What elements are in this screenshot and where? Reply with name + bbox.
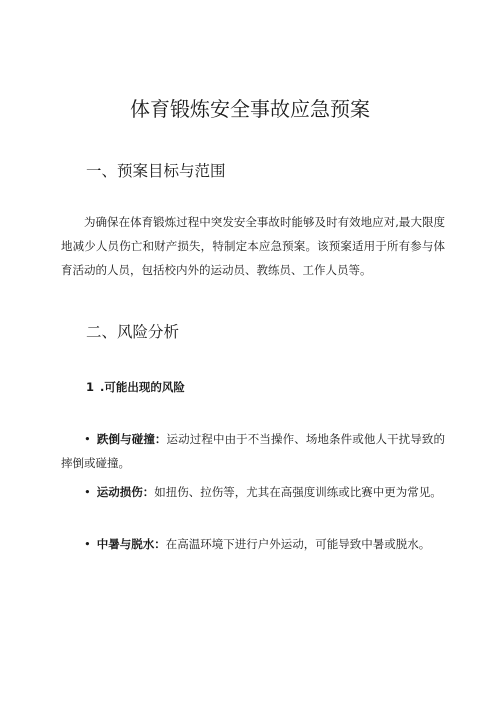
bullet-marker: • [84, 432, 91, 446]
list-item-text: 在高温环境下进行户外运动，可能导致中暑或脱水。 [165, 537, 431, 551]
section-heading-risk-analysis: 二、风险分析 [86, 323, 180, 341]
list-item-heatstroke-dehydration [61, 532, 445, 556]
subsection-heading-possible-risks [86, 378, 185, 396]
list-item-text: 运动过程中由于不当操作、场地条件或他人干扰导致的摔倒或碰撞。 [61, 432, 445, 470]
subsection-title: .可能出现的风险 [100, 380, 185, 394]
list-item-term: 跌倒与碰撞： [96, 432, 167, 446]
bullet-marker: • [84, 537, 91, 551]
list-item-text: 如扭伤、拉伤等，尤其在高强度训练或比赛中更为常见。 [154, 485, 442, 499]
bullet-marker: • [84, 485, 91, 499]
list-item-sports-injury [61, 480, 445, 504]
section-heading-goals-scope: 一、预案目标与范围 [86, 162, 226, 180]
subsection-number: 1 [86, 380, 95, 394]
list-item-term: 中暑与脱水： [96, 537, 166, 551]
section-paragraph-goals-scope: 为确保在体育锻炼过程中突发安全事故时能够及时有效地应对,最大限度地减少人员伤亡和财产损失，特制定本应急预案。该预案适用于所有参与体育活动的人员，包括校内外的运动员、教练员、工作人员等。 [61, 215, 445, 277]
document-title: 体育锻炼安全事故应急预案 [130, 97, 370, 121]
list-item-term: 运动损伤： [96, 485, 155, 499]
list-item-fall-collision [61, 427, 445, 475]
